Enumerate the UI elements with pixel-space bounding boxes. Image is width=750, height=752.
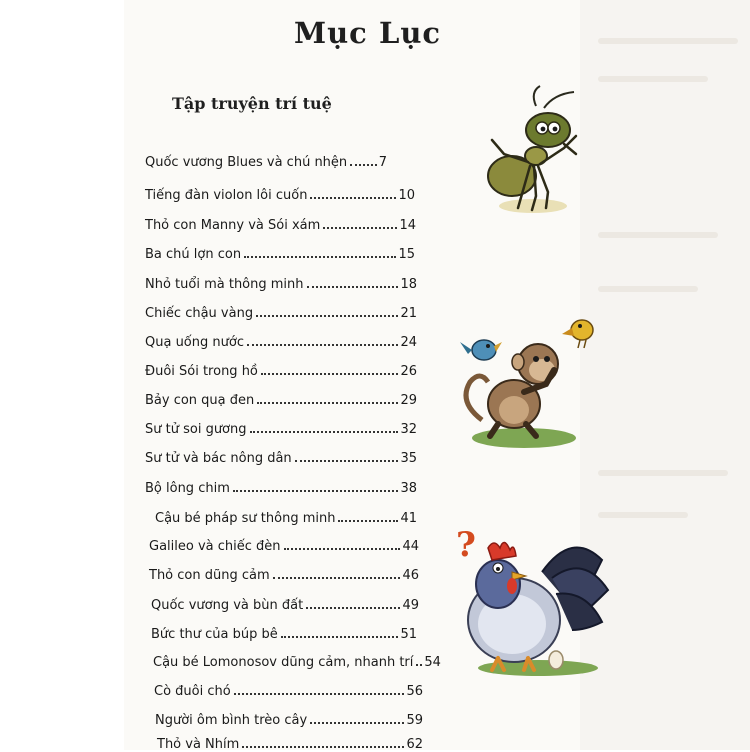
toc-item-title: Quốc vương Blues và chú nhện [145, 155, 348, 170]
toc-item-title: Thỏ và Nhím [157, 737, 240, 752]
show-through-line [598, 512, 688, 518]
toc-item-page: 15 [398, 247, 415, 262]
toc-leader [242, 746, 404, 748]
toc-leader [244, 256, 396, 258]
toc-item-page: 35 [400, 451, 417, 466]
toc-item[interactable] [157, 730, 423, 752]
toc-leader [233, 490, 399, 492]
toc-item-title: Sư tử soi gương [145, 422, 247, 437]
toc-item[interactable] [145, 328, 417, 350]
toc-leader [257, 402, 398, 404]
toc-leader [323, 227, 397, 229]
toc-item-title: Sư tử và bác nông dân [145, 451, 292, 466]
toc-leader [284, 548, 401, 550]
toc-item-page: 26 [400, 364, 417, 379]
toc-item-page: 14 [399, 218, 416, 233]
toc-item-title: Đuôi Sói trong hồ [145, 364, 258, 379]
toc-leader [247, 344, 398, 346]
toc-leader [310, 722, 404, 724]
toc-item[interactable] [149, 561, 419, 583]
toc-item-page: 49 [402, 598, 419, 613]
section-title: Tập truyện trí tuệ [172, 94, 332, 113]
toc-leader [295, 460, 399, 462]
toc-item[interactable] [145, 415, 417, 437]
show-through-line [598, 286, 698, 292]
toc-item-title: Cò đuôi chó [154, 684, 231, 699]
toc-item[interactable] [145, 240, 415, 262]
toc-item[interactable] [145, 299, 417, 321]
show-through-line [598, 38, 738, 44]
toc-item-page: 51 [400, 627, 417, 642]
toc-item[interactable] [154, 677, 423, 699]
toc-item[interactable] [151, 591, 419, 613]
toc-item-title: Cậu bé Lomonosov dũng cảm, nhanh trí [153, 655, 414, 670]
toc-leader [350, 164, 377, 166]
toc-item[interactable] [145, 148, 387, 170]
toc-item-page: 62 [406, 737, 423, 752]
toc-leader [261, 373, 399, 375]
toc-leader [281, 636, 399, 638]
toc-leader [250, 431, 399, 433]
monkey-birds-illustration [454, 312, 604, 452]
toc-item[interactable] [145, 270, 417, 292]
toc-item[interactable] [145, 357, 417, 379]
toc-item[interactable] [145, 474, 417, 496]
toc-item-title: Quạ uống nước [145, 335, 244, 350]
toc-item-page: 46 [402, 568, 419, 583]
show-through-line [598, 232, 718, 238]
toc-item[interactable] [151, 620, 417, 642]
toc-item-page: 56 [406, 684, 423, 699]
toc-leader [256, 315, 398, 317]
toc-item-page: 21 [400, 306, 417, 321]
toc-leader [234, 693, 405, 695]
toc-item[interactable] [145, 444, 417, 466]
ant-illustration [478, 84, 588, 224]
toc-item-title: Thỏ con Manny và Sói xám [145, 218, 321, 233]
toc-item-title: Nhỏ tuổi mà thông minh [145, 277, 304, 292]
toc-item-title: Ba chú lợn con [145, 247, 242, 262]
toc-item-title: Cậu bé pháp sư thông minh [155, 511, 336, 526]
toc-item-title: Galileo và chiếc đèn [149, 539, 281, 554]
toc-item-title: Người ôm bình trèo cây [155, 713, 308, 728]
toc-item-page: 41 [400, 511, 417, 526]
toc-item-title: Bảy con quạ đen [145, 393, 255, 408]
toc-item-page: 32 [400, 422, 417, 437]
egg-icon [549, 651, 563, 669]
toc-item-page: 59 [406, 713, 423, 728]
toc-leader [307, 286, 399, 288]
toc-item-page: 10 [398, 188, 415, 203]
toc-leader [306, 607, 400, 609]
question-mark-icon: ? [456, 525, 476, 565]
toc-item-page: 7 [378, 155, 387, 170]
toc-item[interactable] [155, 706, 423, 728]
toc-item-title: Bức thư của búp bê [151, 627, 278, 642]
toc-item-page: 24 [400, 335, 417, 350]
toc-item-page: 44 [402, 539, 419, 554]
toc-item-page: 54 [424, 655, 441, 670]
toc-item-title: Quốc vương và bùn đất [151, 598, 304, 613]
toc-item[interactable] [153, 648, 441, 670]
toc-leader [310, 197, 396, 199]
toc-item[interactable] [149, 532, 419, 554]
rooster-illustration [452, 520, 610, 678]
toc-item-page: 29 [400, 393, 417, 408]
page-title: Mục Lục [294, 16, 442, 50]
toc-item-title: Tiếng đàn violon lôi cuốn [145, 188, 308, 203]
toc-item[interactable] [145, 211, 416, 233]
toc-item-title: Thỏ con dũng cảm [149, 568, 270, 583]
toc-leader [273, 577, 401, 579]
toc-item[interactable] [145, 386, 417, 408]
toc-item-page: 18 [400, 277, 417, 292]
show-through-line [598, 76, 708, 82]
toc-item[interactable] [155, 504, 417, 526]
toc-item-title: Bộ lông chim [145, 481, 230, 496]
toc-leader [338, 520, 398, 522]
toc-item[interactable] [145, 181, 415, 203]
toc-leader [416, 664, 422, 666]
toc-item-page: 38 [400, 481, 417, 496]
show-through-line [598, 470, 728, 476]
toc-item-title: Chiếc chậu vàng [145, 306, 254, 321]
